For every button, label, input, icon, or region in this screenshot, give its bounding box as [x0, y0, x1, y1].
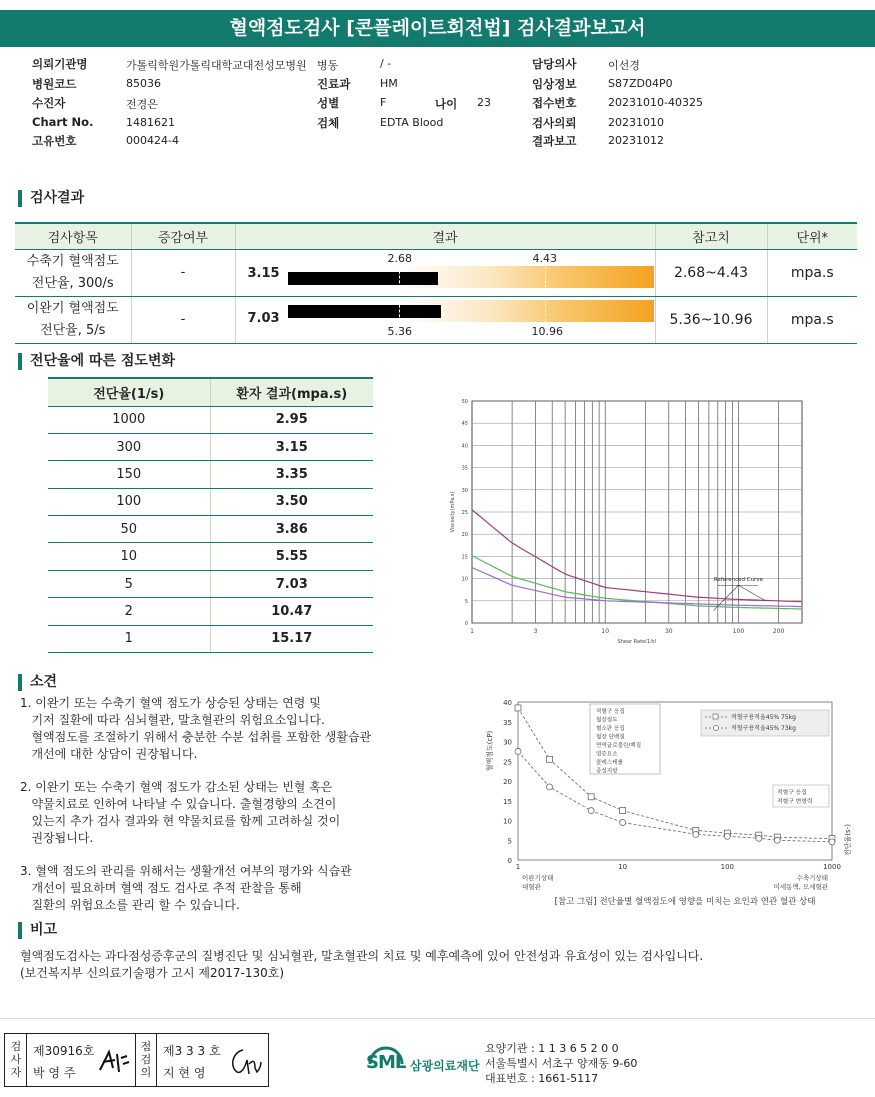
- opinion-line: 기저 질환에 따라 심뇌혈관, 말초혈관의 위험요소입니다.: [20, 713, 325, 727]
- data-point: [588, 808, 594, 814]
- viscosity-cell: 2.95: [210, 406, 373, 433]
- header-value: 20231010: [608, 116, 664, 129]
- examiner-label: 검사자: [10, 1040, 22, 1079]
- shear-rate-cell: 10: [48, 543, 210, 570]
- x-tick-label: 10: [601, 628, 610, 635]
- opinion-paragraph: [20, 779, 371, 847]
- header-value: HM: [380, 77, 398, 90]
- y-tick-label: 5: [464, 598, 468, 605]
- legend-label: 적혈구용적율45% 75kg: [731, 714, 796, 721]
- header-value: 가톨릭학원가톨릭대학교대전성모병원: [126, 59, 307, 72]
- header-value: 1481621: [126, 116, 175, 129]
- item-name: 이완기 혈액점도: [26, 300, 119, 316]
- table-row: [48, 625, 373, 652]
- x-tick-label: 200: [772, 628, 785, 635]
- legend-marker: [713, 714, 718, 719]
- brand-name: 삼광의료재단: [410, 1059, 480, 1073]
- result-cell: [235, 249, 655, 296]
- factor-label: 콜레스테롤: [596, 760, 624, 766]
- item-shear: 전단율, 5/s: [40, 322, 106, 338]
- viscosity-cell: 15.17: [210, 625, 373, 652]
- remark-line: 혈액점도검사는 과다점성증후군의 질병진단 및 심뇌혈관, 말초혈관의 치료 및 예후예측에 있어 안전성과 유효성이 있는 검사입니다.: [20, 949, 704, 963]
- change-cell: -: [131, 296, 235, 343]
- y-axis-label: 혈액점도(cP): [486, 730, 494, 772]
- col-unit: 단위*: [767, 223, 857, 249]
- table-row: [48, 461, 373, 488]
- ref-low-tick: [399, 300, 400, 322]
- shear-rate-cell: 150: [48, 461, 210, 488]
- data-point: [515, 705, 521, 711]
- y-tick-label: 50: [461, 399, 468, 405]
- data-point: [693, 831, 699, 837]
- x-tick-label: 30: [664, 628, 673, 635]
- age-label: 나이: [435, 97, 458, 111]
- unit-cell: mpa.s: [767, 296, 857, 343]
- remark-text: [20, 948, 703, 982]
- opinion-line: 1. 이완기 또는 수축기 혈액 점도가 상승된 상태는 연령 및: [20, 696, 321, 710]
- header-label: 임상정보: [532, 77, 577, 91]
- y-axis-label: Viscosity(mPa.s): [450, 491, 456, 533]
- opinion-paragraph: [20, 695, 371, 763]
- right-note: 적혈구 응집: [777, 790, 807, 796]
- col-item: 검사항목: [15, 223, 131, 249]
- age-value: 23: [477, 96, 491, 109]
- table-row: [48, 433, 373, 460]
- header-label: 고유번호: [32, 134, 77, 148]
- y-tick-label: 5: [507, 837, 512, 846]
- y-tick-label: 20: [461, 532, 468, 539]
- opinion-line: 권장됩니다.: [20, 831, 94, 845]
- ward-label: 병동: [317, 59, 339, 72]
- section-results-title: 검사결과: [18, 190, 84, 207]
- table-row: [48, 488, 373, 515]
- opinion-line: 개선이 필요하며 혈액 점도 검사로 추적 관찰을 통해: [20, 881, 302, 895]
- ref-high-label: 10.96: [531, 324, 563, 338]
- opinion-line: 있는지 추가 검사 결과와 현 약물치료를 함께 고려하실 것이: [20, 814, 341, 828]
- viscosity-cell: 3.35: [210, 461, 373, 488]
- header-label: 검체: [317, 116, 340, 130]
- ref-low-label: 2.68: [387, 251, 412, 265]
- col-result: 결과: [235, 223, 655, 249]
- shear-rate-cell: 1: [48, 625, 210, 652]
- examiner-name: 박 영 주: [33, 1066, 76, 1080]
- header-value: 85036: [126, 77, 161, 90]
- reviewer-no: 제3 3 3 호: [163, 1044, 221, 1058]
- x-tick-label: 10: [618, 863, 628, 871]
- item-cell: [15, 296, 131, 343]
- table-row: [15, 249, 857, 296]
- result-cell: [235, 296, 655, 343]
- result-bar-fill: [288, 272, 438, 285]
- y-tick-label: 20: [503, 778, 512, 786]
- header-label: 담당의사: [532, 57, 577, 71]
- ref-low-label: 5.36: [387, 324, 412, 338]
- y-tick-label: 0: [464, 621, 468, 627]
- viscosity-cell: 3.86: [210, 516, 373, 543]
- chart-caption: [참고 그림] 전단율별 혈액점도에 영향을 미치는 요인과 연관 혈관 상태: [554, 897, 816, 907]
- header-value: 전경은: [126, 98, 158, 111]
- y-tick-label: 10: [461, 576, 468, 583]
- signature-box: [4, 1033, 269, 1087]
- ref-high-tick: [545, 300, 546, 322]
- examiner-no: 제30916호: [33, 1044, 95, 1058]
- y-tick-label: 15: [461, 554, 468, 561]
- y-tick-label: 35: [461, 465, 468, 472]
- y2-axis-label: 전단율(s-): [844, 824, 852, 856]
- x-axis-label: Shear Rate(1/s): [617, 639, 657, 643]
- x-tick-label: 100: [732, 628, 745, 635]
- ward-value: / -: [380, 57, 392, 70]
- opinion-line: 3. 혈액 점도의 관리를 위해서는 생활개선 여부의 평가와 식습관: [20, 864, 352, 878]
- ref-cell: 5.36~10.96: [655, 296, 767, 343]
- item-cell: [15, 249, 131, 296]
- table-row: [48, 516, 373, 543]
- header-value: 000424-4: [126, 134, 179, 147]
- y-tick-label: 40: [461, 443, 468, 450]
- org-phone: 대표번호 : 1661-5117: [485, 1072, 599, 1085]
- header-value: 이선경: [608, 59, 640, 72]
- table-row: [48, 406, 373, 433]
- reviewer-label: 점검의: [140, 1040, 152, 1079]
- header-label: Chart No.: [32, 115, 94, 129]
- factor-label: 혈장 단백질: [596, 734, 625, 741]
- x-right-note: 수축기상태: [796, 874, 828, 882]
- unit-cell: mpa.s: [767, 249, 857, 296]
- table-row: [15, 296, 857, 343]
- data-point: [829, 839, 835, 845]
- y-tick-label: 15: [503, 797, 512, 806]
- factor-label: 혈소판 응집: [596, 726, 625, 732]
- data-point: [547, 784, 553, 790]
- opinion-line: 약물치료로 인하여 나타날 수 있습니다. 출혈경향의 소견이: [20, 797, 337, 811]
- header-label: 병원코드: [32, 77, 77, 91]
- header-value: 20231010-40325: [608, 96, 703, 109]
- ref-low-tick: [399, 266, 400, 288]
- reviewer-name: 지 현 영: [163, 1066, 206, 1080]
- legend-label: 적혈구용적율45% 73kg: [731, 725, 796, 732]
- opinion-line: 질환의 위험요소를 관리 할 수 있습니다.: [20, 898, 240, 912]
- shear-rate-cell: 2: [48, 598, 210, 625]
- right-note: 적혈구 변형력: [777, 799, 813, 805]
- examiner-signature: [97, 1046, 131, 1076]
- reference-chart: [478, 690, 868, 915]
- header-value: EDTA Blood: [380, 116, 444, 129]
- result-value: 7.03: [247, 310, 280, 326]
- y-tick-label: 25: [461, 510, 468, 516]
- shear-rate-cell: 100: [48, 488, 210, 515]
- shear-table: [48, 377, 373, 653]
- shear-rate-cell: 50: [48, 516, 210, 543]
- result-bar-fill: [288, 305, 442, 318]
- y-tick-label: 10: [503, 817, 512, 826]
- viscosity-cell: 3.50: [210, 488, 373, 515]
- viscosity-cell: 3.15: [210, 433, 373, 460]
- col-change: 증감여부: [131, 223, 235, 249]
- shear-rate-cell: 300: [48, 433, 210, 460]
- x-tick-label: 1000: [823, 863, 841, 871]
- opinion-line: 2. 이완기 또는 수축기 혈액 점도가 감소된 상태는 빈혈 혹은: [20, 780, 333, 794]
- section-remark-title: 비고: [18, 922, 57, 939]
- data-point: [588, 794, 594, 800]
- section-opinion-title: 소견: [18, 674, 57, 691]
- opinion-line: 개선에 대한 상담이 권장됩니다.: [20, 747, 198, 761]
- y-tick-label: 45: [461, 421, 468, 428]
- header-label: 의뢰기관명: [32, 57, 88, 71]
- col-shear-rate: 전단율(1/s): [48, 378, 210, 406]
- item-shear: 전단율, 300/s: [31, 275, 114, 291]
- opinion-text: [20, 695, 371, 930]
- opinion-line: 혈액점도를 조절하기 위해서 충분한 수분 섭취를 포함한 생활습관: [20, 730, 372, 744]
- data-point: [515, 748, 521, 754]
- report-title: 혈액점도검사 [콘플레이트회전법] 검사결과보고서: [0, 10, 875, 47]
- reviewer-signature: [227, 1046, 263, 1076]
- data-point: [774, 837, 780, 843]
- ref-high-tick: [545, 266, 546, 288]
- viscosity-cell: 5.55: [210, 543, 373, 570]
- results-table: [15, 222, 857, 344]
- header-label: 수진자: [32, 96, 66, 110]
- factor-label: 혈장점도: [596, 717, 618, 724]
- opinion-paragraph: [20, 863, 371, 914]
- header-value: 20231012: [608, 134, 664, 147]
- data-point: [620, 819, 626, 825]
- org-address: 서울특별시 서초구 양재동 9-60: [485, 1057, 638, 1070]
- header-label: 진료과: [317, 77, 351, 91]
- result-bar: [288, 300, 654, 322]
- viscosity-cell: 7.03: [210, 570, 373, 597]
- y-tick-label: 35: [503, 718, 512, 727]
- result-bar: [288, 266, 654, 288]
- section-shear-title: 전단율에 따른 점도변화: [18, 353, 175, 370]
- shear-rate-cell: 5: [48, 570, 210, 597]
- factor-label: 염증요소: [596, 751, 618, 758]
- header-label: 성별: [317, 96, 340, 110]
- factor-label: 면역글로불린/백질: [596, 743, 642, 749]
- shear-rate-cell: 1000: [48, 406, 210, 433]
- table-row: [48, 598, 373, 625]
- y-tick-label: 30: [503, 738, 512, 747]
- x-left-note: 이완기상태: [522, 874, 554, 882]
- col-ref: 참고치: [655, 223, 767, 249]
- item-name: 수축기 혈액점도: [26, 253, 119, 269]
- ref-cell: 2.68~4.43: [655, 249, 767, 296]
- header-value: S87ZD04P0: [608, 77, 673, 90]
- y-tick-label: 30: [461, 487, 468, 494]
- ref-high-label: 4.43: [532, 251, 557, 265]
- data-point: [724, 833, 730, 839]
- x-tick-label: 3: [533, 628, 538, 635]
- data-point: [547, 756, 553, 762]
- footer-divider: [0, 1018, 875, 1019]
- x-tick-label: 1: [515, 863, 521, 871]
- data-point: [620, 808, 626, 814]
- factor-label: 적혈구 응집: [596, 709, 625, 715]
- x-right-note: 미세동맥, 모세혈관: [773, 883, 828, 891]
- x-tick-label: 100: [720, 863, 735, 871]
- y-tick-label: 40: [503, 699, 512, 707]
- header-label: 검사의뢰: [532, 116, 577, 130]
- viscosity-chart: [440, 393, 810, 643]
- viscosity-cell: 10.47: [210, 598, 373, 625]
- y-tick-label: 0: [507, 857, 512, 865]
- legend-marker: [713, 725, 718, 730]
- table-row: [48, 570, 373, 597]
- y-tick-label: 25: [503, 758, 512, 767]
- remark-line: (보건복지부 신의료기술평가 고시 제2017-130호): [20, 966, 285, 980]
- factor-label: 중성지방: [596, 768, 618, 775]
- result-value: 3.15: [247, 265, 280, 281]
- x-left-note: 대혈관: [522, 883, 541, 891]
- col-patient-result: 환자 결과(mpa.s): [210, 378, 373, 406]
- data-point: [756, 835, 762, 841]
- header-label: 결과보고: [532, 134, 577, 148]
- chart-annotation: Referenced Curve: [713, 576, 764, 583]
- brand-mark: SML: [366, 1052, 406, 1073]
- change-cell: -: [131, 249, 235, 296]
- x-tick-label: 1: [470, 628, 474, 635]
- table-row: [48, 543, 373, 570]
- header-value: F: [380, 96, 387, 109]
- org-code: 요양기관 : 1 1 3 6 5 2 0 0: [485, 1042, 619, 1055]
- header-label: 접수번호: [532, 96, 577, 110]
